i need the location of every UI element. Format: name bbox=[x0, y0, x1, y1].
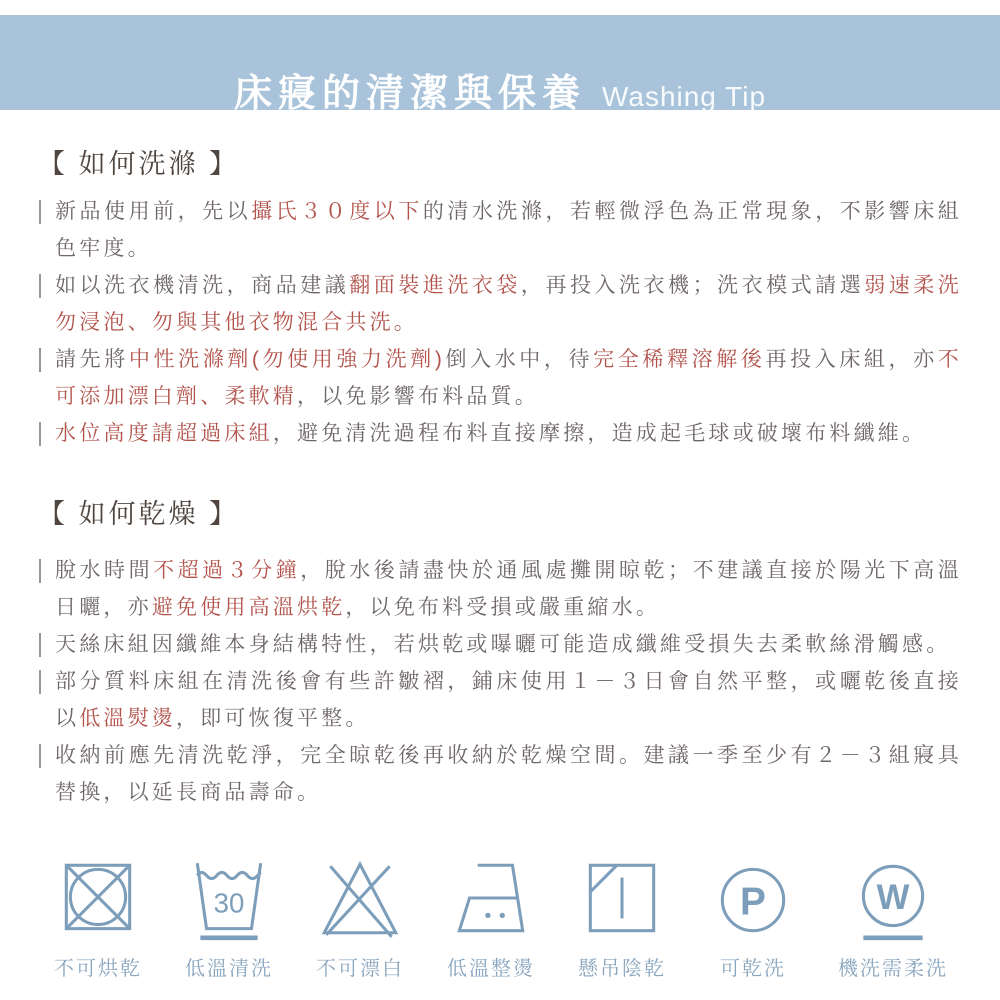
highlighted-text: 低溫熨燙 bbox=[79, 706, 177, 730]
dry-clean-icon bbox=[707, 853, 799, 945]
care-symbol-iron-low-heat bbox=[445, 853, 537, 981]
care-symbol-dry-clean bbox=[707, 853, 799, 981]
highlighted-text: 不超過３分鐘 bbox=[153, 558, 301, 582]
bullet-bar-icon bbox=[39, 633, 41, 657]
dry-instruction-list bbox=[38, 552, 962, 811]
bullet-bar-icon bbox=[39, 274, 41, 298]
body-text: 天絲床組因纖維本身結構特性，若烘乾或曝曬可能造成纖維受損失去柔軟絲滑觸感。 bbox=[55, 632, 951, 656]
wash-instruction-list bbox=[38, 193, 962, 452]
page-subtitle: Washing Tip bbox=[601, 81, 767, 112]
care-symbol-hang-dry-in-shade bbox=[576, 853, 668, 981]
section-heading-how-to-dry: 【 如何乾燥 】 bbox=[38, 499, 240, 530]
highlighted-text: 中性洗滌劑(勿使用強力洗劑) bbox=[128, 348, 446, 372]
bullet-bar-icon bbox=[39, 744, 41, 768]
highlighted-text: 避免使用高溫烘乾 bbox=[151, 595, 346, 619]
care-symbol-label: 機洗需柔洗 bbox=[838, 957, 948, 980]
iron-low-heat-icon bbox=[445, 853, 537, 945]
highlighted-text: 翻面裝進洗衣袋 bbox=[349, 274, 521, 298]
care-symbol-label: 懸吊陰乾 bbox=[578, 957, 666, 980]
highlighted-text: 完全稀釋溶解後 bbox=[593, 348, 766, 372]
care-symbol-do-not-tumble-dry bbox=[52, 853, 144, 981]
bullet-bar-icon bbox=[39, 348, 41, 372]
care-symbol-machine-wash-30 bbox=[183, 853, 275, 981]
do-not-tumble-dry-icon bbox=[52, 853, 144, 945]
hang-dry-in-shade-icon bbox=[576, 853, 668, 945]
highlighted-text: 水位高度請超過床組 bbox=[55, 422, 273, 446]
machine-wash-30-icon bbox=[183, 853, 275, 945]
do-not-bleach-icon bbox=[314, 853, 406, 945]
bullet-bar-icon bbox=[39, 422, 41, 446]
svg-text:W: W bbox=[876, 879, 910, 918]
bullet-bar-icon bbox=[39, 670, 41, 694]
svg-text:30: 30 bbox=[213, 887, 245, 919]
body-text: 如以洗衣機清洗，商品建議 bbox=[55, 274, 350, 298]
body-text: 部分質料床組在清洗後會有些許皺褶，鋪床使用１－３日會自然平整，或曬乾後直接以 bbox=[55, 669, 962, 730]
body-text: 的清水洗滌，若輕微浮色為正常現象，不影響床組色牢度。 bbox=[55, 200, 962, 261]
body-text: 倒入水中，待 bbox=[445, 348, 594, 372]
care-symbol-label: 低溫清洗 bbox=[185, 957, 273, 980]
bullet-bar-icon bbox=[39, 200, 41, 224]
care-symbol-do-not-bleach bbox=[314, 853, 406, 981]
svg-text:P: P bbox=[740, 880, 766, 924]
body-text: ，避免清洗過程布料直接摩擦，造成起毛球或破壞布料纖維。 bbox=[272, 422, 927, 446]
care-instruction-item bbox=[38, 737, 962, 811]
body-text: ，再投入洗衣機；洗衣模式請選 bbox=[520, 274, 865, 298]
care-instruction-item bbox=[38, 415, 962, 452]
body-text: ，即可恢復平整。 bbox=[176, 706, 370, 730]
body-text: 請先將 bbox=[55, 348, 129, 372]
body-text: 新品使用前，先以 bbox=[55, 200, 252, 224]
care-symbol-label: 不可漂白 bbox=[316, 957, 404, 980]
body-text: 再投入床組，亦 bbox=[765, 348, 938, 372]
care-symbol-row bbox=[52, 853, 948, 981]
highlighted-text: 弱速柔洗勿浸泡、勿與其他衣物混合共洗。 bbox=[55, 274, 962, 335]
machine-wash-gentle-icon bbox=[847, 853, 939, 945]
highlighted-text: 攝氏３０度以下 bbox=[251, 200, 423, 224]
page-title: 床寢的清潔與保養 bbox=[233, 73, 586, 115]
care-instruction-item bbox=[38, 663, 962, 737]
care-instruction-item bbox=[38, 267, 962, 341]
title-banner bbox=[0, 15, 1000, 115]
body-text: 脫水時間 bbox=[55, 558, 154, 582]
care-symbol-machine-wash-gentle bbox=[838, 853, 948, 981]
bullet-bar-icon bbox=[39, 559, 41, 583]
body-text: ，以免布料受損或嚴重縮水。 bbox=[345, 595, 661, 619]
care-instruction-item bbox=[38, 552, 962, 626]
care-instructions bbox=[0, 148, 1000, 981]
care-instruction-item bbox=[38, 626, 962, 663]
care-instruction-item bbox=[38, 193, 962, 267]
highlighted-text: 不可添加漂白劑、柔軟精 bbox=[55, 348, 962, 409]
care-symbol-label: 低溫整燙 bbox=[447, 957, 535, 980]
care-symbol-label: 不可烘乾 bbox=[54, 957, 142, 980]
section-heading-how-to-wash: 【 如何洗滌 】 bbox=[38, 149, 240, 179]
care-symbol-label: 可乾洗 bbox=[720, 957, 786, 980]
care-instruction-item bbox=[38, 341, 962, 415]
body-text: ，脫水後請盡快於通風處攤開晾乾；不建議直接於陽光下高溫日曬，亦 bbox=[55, 558, 962, 619]
body-text: ，以免影響布料品質。 bbox=[297, 385, 539, 409]
body-text: 收納前應先清洗乾淨，完全晾乾後再收納於乾燥空間。建議一季至少有２－３組寢具替換，以延長商品壽命。 bbox=[55, 743, 962, 804]
